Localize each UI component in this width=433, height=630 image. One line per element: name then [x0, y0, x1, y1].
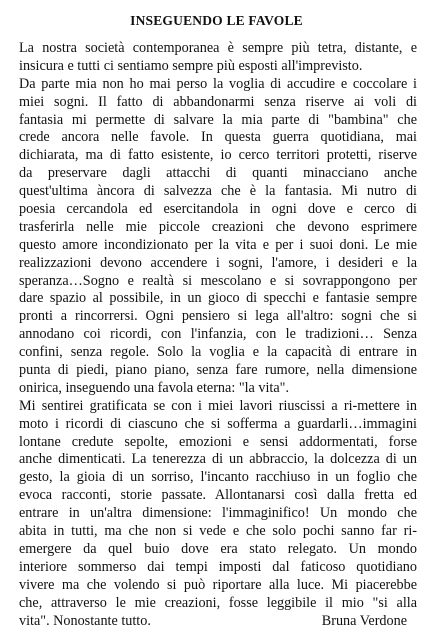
text-line: moto i ricordi di ciascuno che si sofferma a guardarli…immagini	[19, 416, 417, 434]
text-line: gesto, la gioia di un sorriso, l'incanto racchiuso in un foglio che	[19, 469, 417, 487]
text-line: entrare in un'altra dimensione: l'immaginifico! Un mondo che	[19, 505, 417, 523]
text-line: pronti a rincorrersi. Ogni pensiero si lega all'altro: sogni che si	[19, 308, 417, 326]
closing-line	[19, 613, 417, 630]
text-line: annodano coi ricordi, con l'infanzia, con le tradizioni… Senza	[19, 326, 417, 344]
text-line: insicura e tutti ci sentiamo sempre più esposti all'imprevisto.	[19, 58, 417, 76]
text-line: lontane credute sepolte, emozioni e sensi addormentati, forse	[19, 434, 417, 452]
text-line: La nostra società contemporanea è sempre più tetra, distante, e	[19, 40, 417, 58]
text-line: punta di piedi, piano piano, senza fare rumore, nella dimensione	[19, 362, 417, 380]
text-line: quest'ultima àncora di salvezza che è la fantasia. Mi nutro di	[19, 183, 417, 201]
text-line: dichiarata, ma di fatto esistente, io cerco territori protetti, riserve	[19, 147, 417, 165]
closing-text: vita". Nonostante tutto.	[19, 613, 151, 630]
text-line: confini, senza regole. Solo la voglia e la capacità di entrare in	[19, 344, 417, 362]
text-line: miei sogni. Il fatto di abbandonarmi senza riserve ai voli di	[19, 94, 417, 112]
text-line: onirica, inseguendo una favola eterna: "la vita".	[19, 380, 417, 398]
body-text	[19, 40, 417, 630]
text-line: crede ancora nelle favole. In questa guerra quotidiana, mai	[19, 129, 417, 147]
text-line: poesia cercandola ed esercitandola in ogni dove e cerco di	[19, 201, 417, 219]
text-line: dare spazio al possibile, in un gioco di specchi e fantasie sempre	[19, 290, 417, 308]
text-line: realizzazioni devono accendere i sogni, l'amore, i desideri e la	[19, 255, 417, 273]
text-line: questo amore incondizionato per la vita e per i suoi doni. Le mie	[19, 237, 417, 255]
text-line: interiore sommerso dai tempi imposti dal faticoso quotidiano	[19, 559, 417, 577]
text-line: Mi sentirei gratificata se con i miei lavori riuscissi a ri-mettere in	[19, 398, 417, 416]
text-line: da preservare dagli attacchi di quanti minacciano anche	[19, 165, 417, 183]
text-line: Da parte mia non ho mai perso la voglia di accudire e coccolare i	[19, 76, 417, 94]
text-line: anche dimenticati. La tenerezza di un abbraccio, la dolcezza di un	[19, 451, 417, 469]
text-line: trasferirla nelle mie piccole creazioni che devono esprimere	[19, 219, 417, 237]
text-line: speranza…Sogno e realtà si mescolano e si sovrappongono per	[19, 273, 417, 291]
text-line: vivere ma che volendo si può riportare alla luce. Mi piacerebbe	[19, 577, 417, 595]
text-line: emergere da quel buio dove era stato relegato. Un mondo	[19, 541, 417, 559]
text-line: evoca racconti, storie passate. Allontanarsi così dalla fretta ed	[19, 487, 417, 505]
document-title: INSEGUENDO LE FAVOLE	[0, 13, 433, 29]
author-signature: Bruna Verdone	[322, 613, 407, 630]
text-line: fantasia mi permette di salvare la mia parte di "bambina" che	[19, 112, 417, 130]
text-line: abita in tutti, ma che non si vede e che solo pochi sanno far ri-	[19, 523, 417, 541]
text-line: che, attraverso le mie creazioni, fosse leggibile il mio "si alla	[19, 595, 417, 613]
